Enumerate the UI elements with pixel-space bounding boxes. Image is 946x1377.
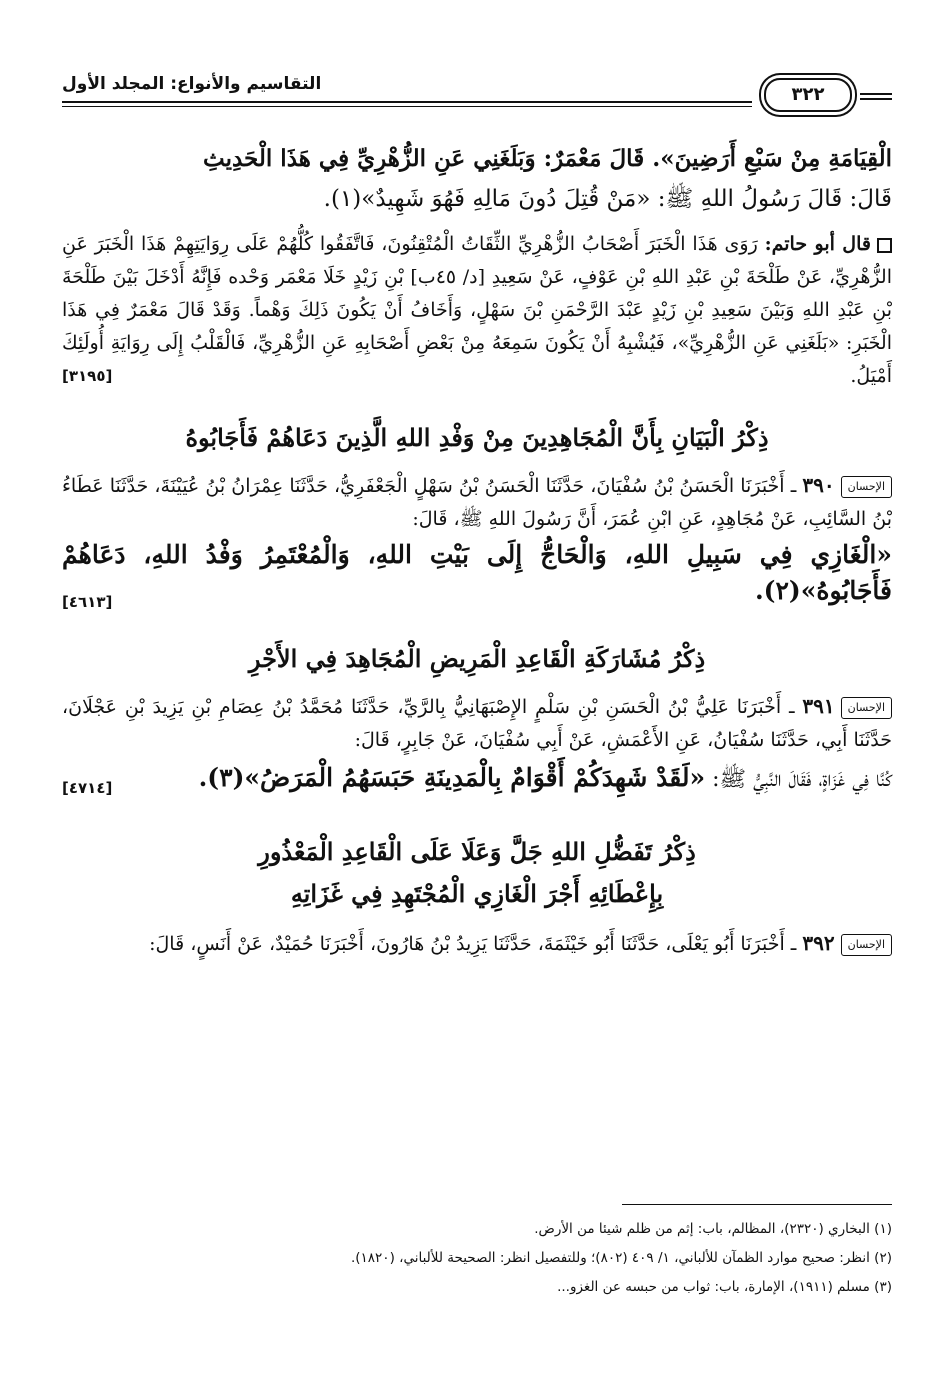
header-rule: [62, 101, 752, 103]
matn-intro: كُنَّا فِي غَزَاةٍ، فَقَالَ النَّبِيُّ ﷺ:: [705, 767, 892, 792]
source-box-icon: الإحسان: [841, 476, 892, 498]
reference-number: [٣١٩٥]: [62, 367, 113, 385]
intro-block: [62, 138, 892, 220]
hadith-matn: [62, 538, 892, 610]
heading-line: ذِكْرُ تَفَضُّلِ اللهِ جَلَّ وَعَلَا عَلَى الْقَاعِدِ الْمَعْذُورِ: [258, 837, 696, 866]
isnad-text: ـ أَخْبَرَنَا عَلِيُّ بْنُ الْحَسَنِ بْنِ سَلْمٍ الإِصْبَهَانِيُّ بِالرَّيِّ، حَدَّثَنَا مُحَمَّدُ بْنُ عِصَامِ بْنِ يَزِيدَ بْنِ عَجْلَانَ، حَدَّثَنَا أَبِي، حَدَّثَنَا سُفْيَانُ، عَنِ الأَعْمَشِ، عَنْ أَبِي سُفْيَانَ، عَنْ جَابِرٍ، قَالَ:: [62, 696, 892, 751]
section-heading: [62, 831, 892, 915]
hadith-isnad: [62, 927, 892, 961]
footnote-rule: [622, 1204, 892, 1205]
header-rule: [860, 98, 892, 100]
footnote: (٣) مسلم (١٩١١)، الإمارة، باب: ثواب من حبسه عن الغزو...: [557, 1279, 892, 1295]
page-header: [62, 60, 892, 130]
hadith-matn: [62, 757, 892, 801]
section-heading: ذِكْرُ الْبَيَانِ بِأَنَّ الْمُجَاهِدِينَ مِنْ وَفْدِ اللهِ الَّذِينَ دَعَاهُمْ فَأَجَابُوهُ: [185, 423, 769, 452]
hadith-number: ٣٩٢: [802, 931, 835, 955]
header-rule: [62, 106, 752, 107]
isnad-text: ـ أَخْبَرَنَا الْحَسَنُ بْنُ سُفْيَانَ، حَدَّثَنَا الْحَسَنُ بْنُ سَهْلٍ الْجَعْفَرِيُّ، حَدَّثَنَا عِمْرَانُ بْنُ عُيَيْنَةَ، حَدَّثَنَا عَطَاءُ بْنُ السَّائِبِ، عَنْ مُجَاهِدٍ، عَنِ ابْنِ عُمَرَ، أَنَّ رَسُولَ اللهِ ﷺ، قَالَ:: [62, 475, 892, 530]
intro-line: قَالَ: قَالَ رَسُولُ اللهِ ﷺ: «مَنْ قُتِلَ دُونَ مَالِهِ فَهُوَ شَهِيدٌ»(١).: [323, 186, 892, 212]
page: [62, 60, 892, 1295]
hadith-number: ٣٩٠: [802, 473, 835, 497]
reference-number: [٤٧١٤]: [62, 779, 113, 797]
hadith-isnad: [62, 690, 892, 757]
book-title: التقاسيم والأنواع: المجلد الأول: [62, 74, 322, 94]
matn-text: «الْغَازِي فِي سَبِيلِ اللهِ، وَالْحَاجُّ إِلَى بَيْتِ اللهِ، وَالْمُعْتَمِرُ وَفْدُ اللهِ، دَعَاهُمْ فَأَجَابُوهُ»(٢).: [62, 540, 892, 605]
footnote: (١) البخاري (٢٣٢٠)، المظالم، باب: إثم من ظلم شيئا من الأرض.: [534, 1221, 892, 1237]
source-box-icon: الإحسان: [841, 697, 892, 719]
hadith-isnad: [62, 469, 892, 536]
square-bullet-icon: [877, 238, 892, 253]
heading-line: بِإِعْطَائِهِ أَجْرَ الْغَازِي الْمُجْتَهِدِ فِي غَزَاتِهِ: [290, 879, 664, 908]
commentary-block: [62, 228, 892, 393]
hadith-number: ٣٩١: [802, 694, 835, 718]
header-rule: [860, 93, 892, 95]
intro-line: الْقِيَامَةِ مِنْ سَبْعِ أَرَضِينَ». قَالَ مَعْمَرٌ: وَبَلَغَنِي عَنِ الزُّهْرِيِّ فِي هَذَا الْحَدِيثِ: [203, 145, 892, 172]
footnote: (٢) انظر: صحيح موارد الظمآن للألباني، ١/ ٤٠٩ (٨٠٢)؛ وللتفصيل انظر: الصحيحة للألباني، (١٨٢٠).: [350, 1250, 892, 1266]
isnad-text: ـ أَخْبَرَنَا أَبُو يَعْلَى، حَدَّثَنَا أَبُو خَيْثَمَةَ، حَدَّثَنَا يَزِيدُ بْنُ هَارُونَ، أَخْبَرَنَا حُمَيْدٌ، عَنْ أَنَسٍ، قَالَ:: [149, 933, 797, 955]
commentary-paragraph: [62, 228, 892, 393]
footnotes: [62, 1204, 892, 1302]
commentary-label: قال أبو حاتم:: [764, 233, 871, 255]
section-heading: ذِكْرُ مُشَارَكَةِ الْقَاعِدِ الْمَرِيضِ الْمُجَاهِدَ فِي الأَجْرِ: [248, 644, 706, 673]
page-number: ٣٢٢: [764, 78, 852, 112]
commentary-text: رَوَى هَذَا الْخَبَرَ أَصْحَابُ الزُّهْرِيِّ الثِّقَاتُ الْمُتْقِنُونَ، فَاتَّفَقُوا كُلُّهُمْ عَلَى رِوَايَتِهِمْ هَذَا الْخَبَرَ عَنِ الزُّهْرِيِّ، عَنْ طَلْحَةَ بْنِ عَبْدِ اللهِ بْنِ عَوْفٍ، عَنْ سَعِيدِ [د/ ٤٥ب] بْنِ زَيْدٍ خَلَا مَعْمَر وَحْده فَإِنَّهُ أَدْخَلَ بَيْنَ طَلْحَةَ بْنِ عَبْدِ اللهِ وَبَيْنَ سَعِيدِ بْنِ زَيْدٍ عَبْدَ الرَّحْمَنِ بْنَ سَهْلٍ، وَأَخَافُ أَنْ يَكُونَ ذَلِكَ وَهْماً. وَقَدْ قَالَ مَعْمَرٌ فِي هَذَا الْخَبَرِ: «بَلَغَنِي عَنِ الزُّهْرِيِّ»، فَيُشْبِهُ أَنْ يَكُونَ سَمِعَهُ مِنْ بَعْضِ أَصْحَابِهِ عَنِ الزُّهْرِيِّ، فَالْقَلْبُ إِلَى رِوَايَةِ أُولَئِكَ أَمْيَلُ.: [62, 233, 892, 387]
source-box-icon: الإحسان: [841, 934, 892, 956]
reference-number: [٤٦١٣]: [62, 593, 113, 611]
matn-text: «لَقَدْ شَهِدَكُمْ أَقْوَامٌ بِالْمَدِينَةِ حَبَسَهُمُ الْمَرَضُ»(٣).: [198, 763, 706, 792]
